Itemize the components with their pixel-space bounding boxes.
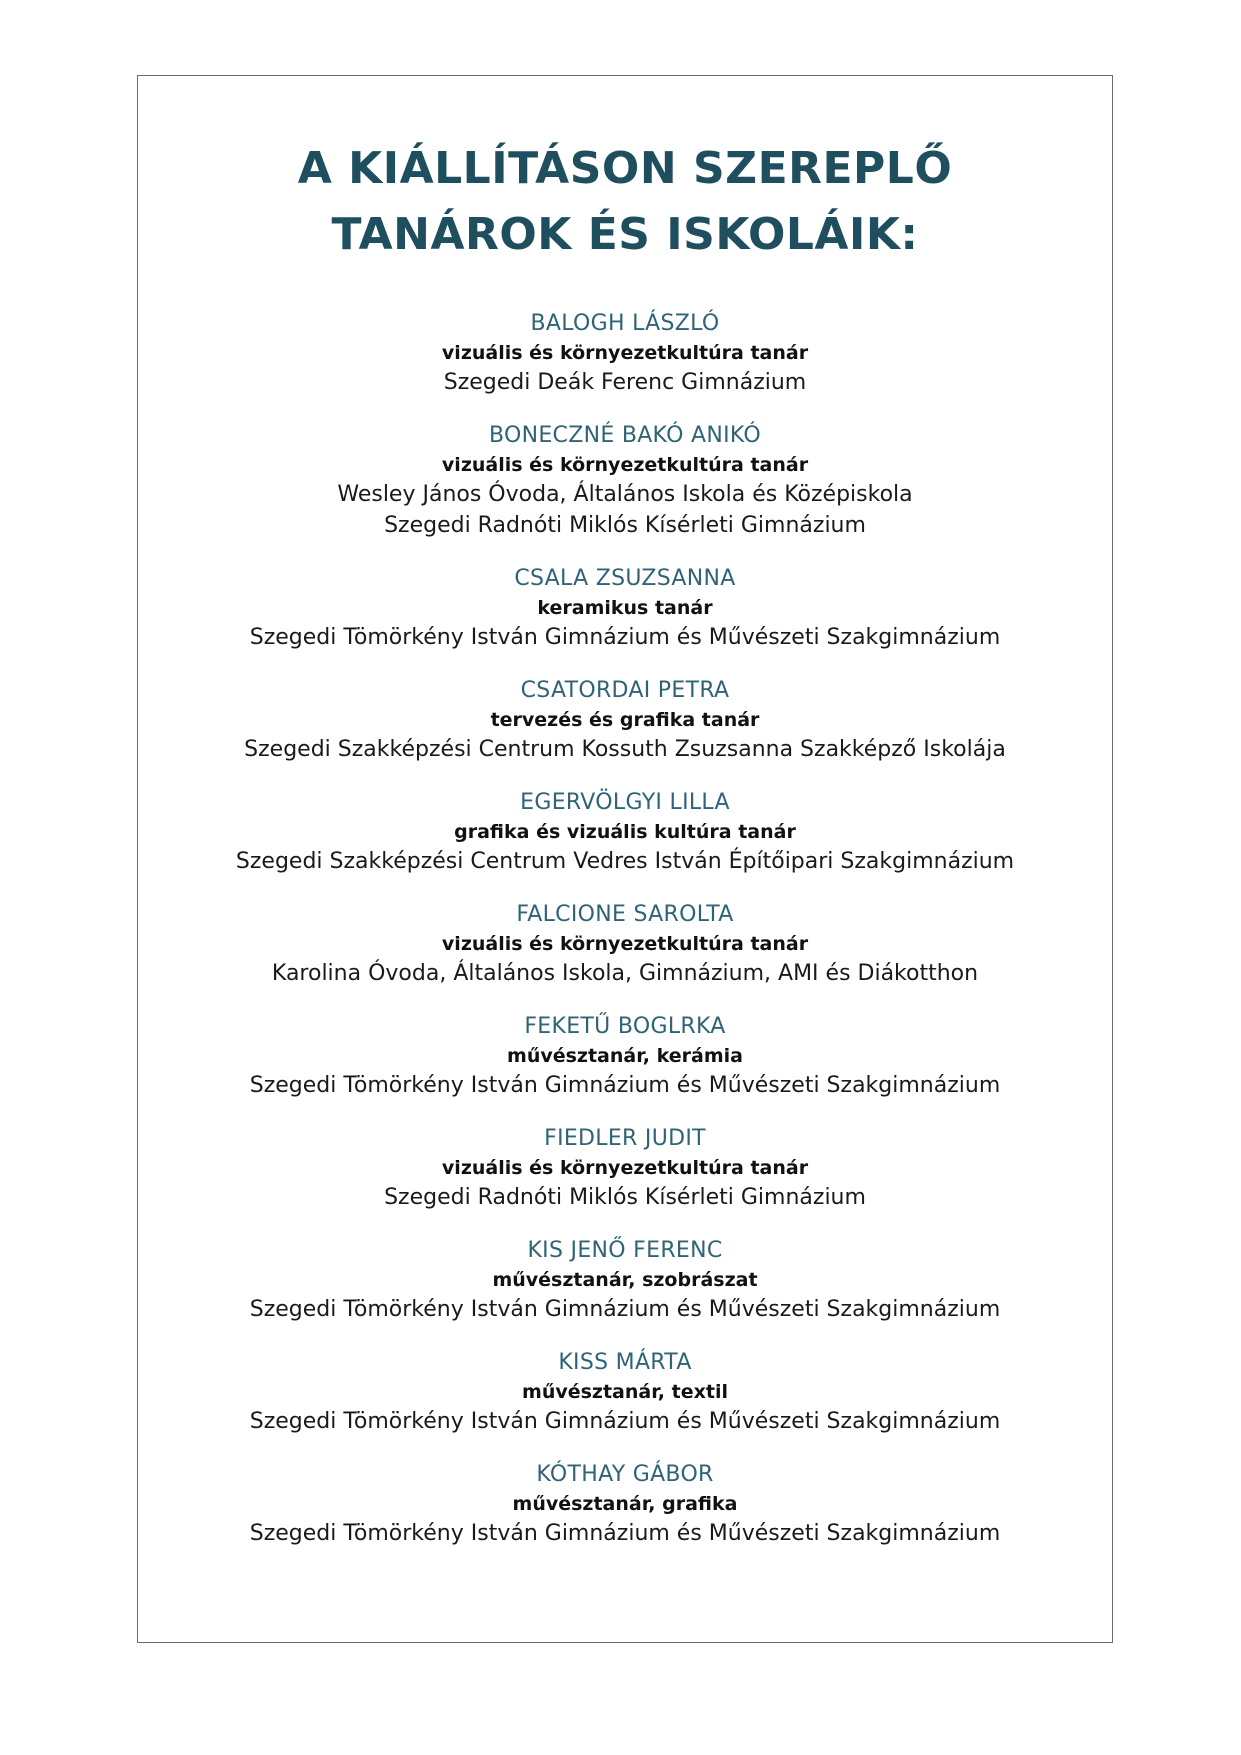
- teacher-school: Szegedi Szakképzési Centrum Kossuth Zsuzsanna Szakképző Iskolája: [244, 737, 1006, 762]
- teacher-name: KÓTHAY GÁBOR: [536, 1462, 714, 1487]
- teacher-entry: [138, 1124, 1112, 1213]
- teacher-name: FALCIONE SAROLTA: [516, 902, 734, 927]
- teacher-name: KISS MÁRTA: [558, 1350, 692, 1375]
- teacher-role: grafika és vizuális kultúra tanár: [454, 821, 796, 843]
- teacher-entry: [138, 900, 1112, 989]
- teacher-school: Szegedi Radnóti Miklós Kísérleti Gimnázium: [384, 1185, 866, 1210]
- teacher-name: KIS JENŐ FERENC: [527, 1238, 723, 1263]
- teacher-school: Szegedi Tömörkény István Gimnázium és Művészeti Szakgimnázium: [249, 625, 1001, 650]
- teacher-entry: [138, 421, 1112, 541]
- teacher-entry: [138, 1012, 1112, 1101]
- teacher-school: Szegedi Tömörkény István Gimnázium és Művészeti Szakgimnázium: [249, 1521, 1001, 1546]
- teacher-school: Karolina Óvoda, Általános Iskola, Gimnázium, AMI és Diákotthon: [271, 961, 979, 986]
- teacher-role: tervezés és grafika tanár: [490, 709, 760, 731]
- title-line-2: TANÁROK ÉS ISKOLÁIK:: [331, 209, 919, 260]
- title-line-1: A KIÁLLÍTÁSON SZEREPLŐ: [297, 143, 953, 194]
- teacher-school: Wesley János Óvoda, Általános Iskola és Középiskola: [337, 482, 913, 507]
- teacher-role: vizuális és környezetkultúra tanár: [441, 342, 809, 364]
- teacher-name: CSATORDAI PETRA: [520, 678, 730, 703]
- page-frame: [137, 75, 1113, 1643]
- teacher-name: FEKETŰ BOGLRKA: [524, 1014, 726, 1039]
- teacher-entry: [138, 309, 1112, 398]
- teacher-role: vizuális és környezetkultúra tanár: [441, 933, 809, 955]
- teacher-entry: [138, 676, 1112, 765]
- teacher-role: vizuális és környezetkultúra tanár: [441, 1157, 809, 1179]
- teacher-name: EGERVÖLGYI LILLA: [520, 790, 730, 815]
- teacher-school: Szegedi Radnóti Miklós Kísérleti Gimnázium: [384, 513, 866, 538]
- teacher-name: BONECZNÉ BAKÓ ANIKÓ: [488, 423, 762, 448]
- page-title: [138, 136, 1112, 268]
- teacher-school: Szegedi Szakképzési Centrum Vedres István Építőipari Szakgimnázium: [235, 849, 1015, 874]
- teacher-school: Szegedi Tömörkény István Gimnázium és Művészeti Szakgimnázium: [249, 1409, 1001, 1434]
- teacher-entry: [138, 1348, 1112, 1437]
- teacher-role: művésztanár, szobrászat: [492, 1269, 758, 1291]
- teacher-role: művésztanár, textil: [522, 1381, 728, 1403]
- teacher-role: keramikus tanár: [537, 597, 713, 619]
- teacher-school: Szegedi Deák Ferenc Gimnázium: [443, 370, 807, 395]
- teacher-name: FIEDLER JUDIT: [544, 1126, 706, 1151]
- teacher-entry: [138, 1236, 1112, 1325]
- teacher-role: művésztanár, grafika: [512, 1493, 738, 1515]
- teacher-entry: [138, 1460, 1112, 1549]
- teacher-entry: [138, 564, 1112, 653]
- teacher-name: CSALA ZSUZSANNA: [514, 566, 736, 591]
- teacher-list: [138, 309, 1112, 1572]
- teacher-school: Szegedi Tömörkény István Gimnázium és Művészeti Szakgimnázium: [249, 1297, 1001, 1322]
- teacher-school: Szegedi Tömörkény István Gimnázium és Művészeti Szakgimnázium: [249, 1073, 1001, 1098]
- teacher-role: vizuális és környezetkultúra tanár: [441, 454, 809, 476]
- teacher-name: BALOGH LÁSZLÓ: [530, 311, 720, 336]
- teacher-role: művésztanár, kerámia: [507, 1045, 743, 1067]
- teacher-entry: [138, 788, 1112, 877]
